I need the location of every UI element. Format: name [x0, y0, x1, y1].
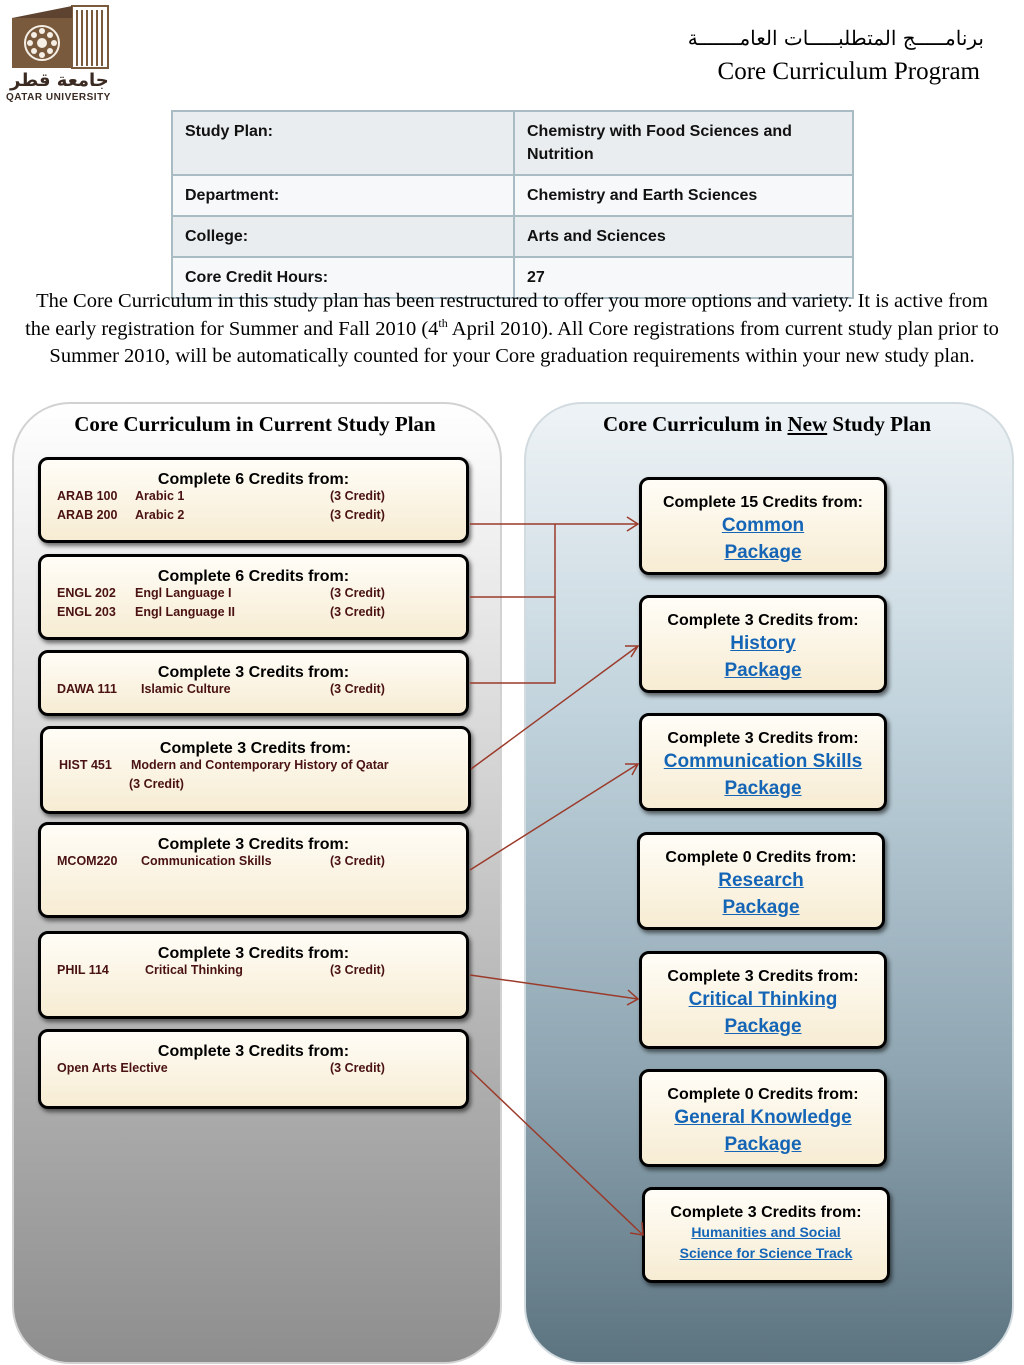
course-name: Arabic 2	[135, 508, 185, 522]
link-line: Package	[722, 897, 800, 918]
course-code: HIST 451	[59, 758, 112, 772]
link-line: Package	[724, 1134, 802, 1155]
box-heading: Complete 15 Credits from:	[662, 494, 864, 511]
course-credit: (3 Credit)	[330, 1061, 385, 1075]
table-label: College:	[172, 216, 514, 257]
current-plan-title: Core Curriculum in Current Study Plan	[74, 412, 436, 436]
box-heading: Complete 3 Credits from:	[159, 740, 352, 757]
logo-arabic-text: جامعة قطر	[10, 70, 109, 91]
link-line: Package	[724, 778, 802, 799]
course-credit: (3 Credit)	[330, 489, 385, 503]
link-line: Communication Skills	[663, 751, 863, 772]
arrow-english-to-common	[470, 524, 555, 597]
intro-text-part1: The Core Curriculum in this study plan has been restructured to offer you more options and variety. It is active from the early registration for Summer and Fall 2010 (4	[25, 290, 988, 340]
course-credit: (3 Credit)	[330, 605, 385, 619]
box-heading: Complete 3 Credits from:	[667, 730, 859, 747]
new-plan-title-underlined: New	[787, 412, 828, 436]
course-name: Arabic 1	[135, 489, 185, 503]
title-english: Core Curriculum Program	[717, 58, 980, 85]
box-heading: Complete 6 Credits from:	[157, 568, 350, 585]
table-value: Chemistry with Food Sciences and Nutrition	[514, 111, 853, 175]
course-name: Engl Language I	[135, 586, 232, 600]
new-plan-title-prefix: Core Curriculum in	[602, 412, 788, 436]
course-code: ENGL 203	[57, 605, 116, 619]
course-name: Engl Language II	[135, 605, 236, 619]
box-heading: Complete 3 Credits from:	[157, 945, 350, 962]
link-line: Critical Thinking	[688, 989, 838, 1010]
box-heading: Complete 6 Credits from:	[157, 471, 350, 488]
box-heading: Complete 3 Credits from:	[157, 836, 350, 853]
box-heading: Complete 3 Credits from:	[157, 1043, 350, 1060]
logo-english-text: QATAR UNIVERSITY	[6, 92, 111, 103]
arrow-arts-elective-to-humanities	[470, 1070, 643, 1235]
course-name: Communication Skills	[141, 854, 272, 868]
table-value: Chemistry and Earth Sciences	[514, 175, 853, 216]
box-heading: Complete 3 Credits from:	[670, 1204, 862, 1221]
link-line: Package	[724, 1016, 802, 1037]
box-heading: Complete 0 Credits from:	[667, 1086, 859, 1103]
arrow-communication-to-communication-package	[470, 764, 638, 870]
course-code: Open Arts Elective	[57, 1061, 168, 1075]
course-code: ARAB 200	[57, 508, 118, 522]
course-name: Critical Thinking	[145, 963, 243, 977]
box-heading: Complete 3 Credits from:	[157, 664, 350, 681]
intro-superscript: th	[438, 315, 448, 330]
course-name: Modern and Contemporary History of Qatar	[131, 758, 389, 772]
course-code: PHIL 114	[57, 963, 109, 977]
new-plan-title-suffix: Study Plan	[827, 412, 932, 436]
link-line: Humanities and Social	[691, 1224, 841, 1240]
link-line: History	[730, 633, 796, 654]
table-label: Study Plan:	[172, 111, 514, 175]
title-arabic: برنامـــــج المتطلبـــــات العامـــــــة	[687, 26, 984, 50]
course-credit: (3 Credit)	[129, 777, 184, 791]
table-label: Department:	[172, 175, 514, 216]
table-label: Core Credit Hours:	[172, 257, 514, 298]
course-credit: (3 Credit)	[330, 586, 385, 600]
course-code: ENGL 202	[57, 586, 116, 600]
box-heading: Complete 3 Credits from:	[667, 612, 859, 629]
arrow-dawa-to-common	[470, 597, 555, 683]
box-heading: Complete 3 Credits from:	[667, 968, 859, 985]
course-code: DAWA 111	[57, 682, 117, 696]
course-credit: (3 Credit)	[330, 508, 385, 522]
link-line: Research	[718, 870, 804, 891]
course-name: Islamic Culture	[141, 682, 231, 696]
table-value: Arts and Sciences	[514, 216, 853, 257]
link-line: General Knowledge	[674, 1107, 852, 1128]
course-code: ARAB 100	[57, 489, 118, 503]
arrow-philosophy-to-critical-thinking	[470, 975, 638, 999]
link-line: Science for Science Track	[679, 1245, 853, 1261]
intro-text-part2: April 2010). All Core registrations from current study plan prior to Summer 2010, will be automatically counted for your Core graduation requirements within your new study plan.	[49, 317, 999, 367]
course-credit: (3 Credit)	[330, 854, 385, 868]
box-heading: Complete 0 Credits from:	[665, 849, 857, 866]
course-code: MCOM220	[57, 854, 118, 868]
link-line: Package	[724, 542, 802, 563]
table-value: 27	[514, 257, 853, 298]
link-line: Package	[724, 660, 802, 681]
link-line: Common	[721, 515, 805, 536]
course-credit: (3 Credit)	[330, 963, 385, 977]
course-credit: (3 Credit)	[330, 682, 385, 696]
